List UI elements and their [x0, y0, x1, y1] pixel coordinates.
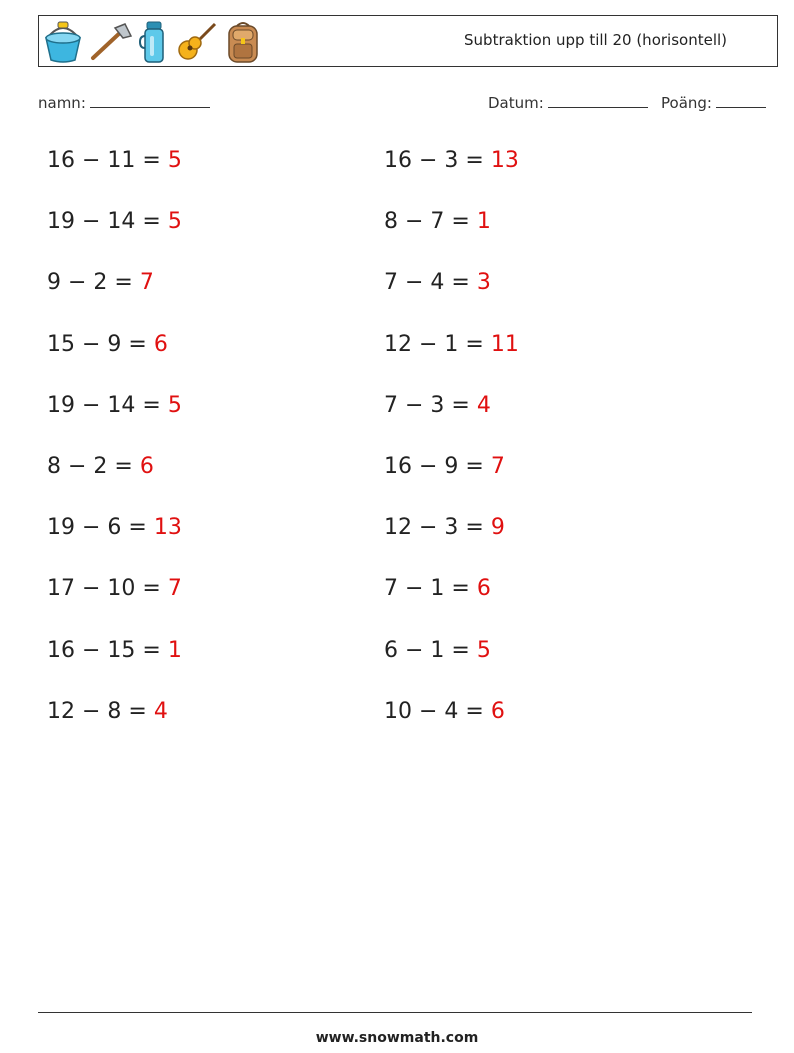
- problem-answer: 6: [476, 576, 491, 602]
- problem-answer: 7: [167, 576, 182, 602]
- problem-question: 16 − 11 =: [47, 148, 168, 173]
- problem-question: 19 − 6 =: [47, 515, 154, 541]
- problem-answer: 6: [490, 698, 505, 724]
- problem-question: 9 − 2 =: [47, 270, 140, 296]
- problem-left-5: [47, 393, 182, 418]
- problem-left-6: [47, 454, 154, 479]
- problem-right-7: [384, 515, 505, 540]
- problem-left-10: [47, 699, 168, 724]
- date-field: [488, 93, 648, 112]
- problem-answer: 5: [167, 209, 182, 235]
- thermos-icon: [139, 20, 169, 64]
- problem-answer: 5: [476, 637, 491, 663]
- guitar-icon: [175, 20, 219, 64]
- problem-question: 6 − 1 =: [384, 637, 477, 663]
- problem-question: 7 − 3 =: [384, 392, 477, 418]
- problem-left-7: [47, 515, 182, 540]
- problem-right-9: [384, 638, 491, 663]
- problem-question: 12 − 1 =: [384, 331, 491, 357]
- date-blank[interactable]: [548, 93, 648, 108]
- problem-right-3: [384, 270, 491, 295]
- score-field: [661, 93, 766, 112]
- problem-question: 8 − 2 =: [47, 454, 140, 479]
- problem-right-6: [384, 454, 505, 479]
- problem-question: 16 − 15 =: [47, 637, 168, 663]
- problem-question: 12 − 3 =: [384, 515, 491, 541]
- score-label: Poäng:: [661, 94, 712, 112]
- problem-answer: 3: [476, 270, 491, 296]
- problem-right-8: [384, 576, 491, 601]
- problem-right-10: [384, 699, 505, 724]
- problem-left-8: [47, 576, 182, 601]
- problem-answer: 9: [490, 515, 505, 541]
- problem-question: 19 − 14 =: [47, 209, 168, 235]
- problem-answer: 13: [490, 148, 519, 173]
- footer-url: www.snowmath.com: [315, 1030, 479, 1046]
- name-label: namn:: [38, 94, 86, 112]
- problem-question: 10 − 4 =: [384, 698, 491, 724]
- problem-left-9: [47, 638, 182, 663]
- problem-question: 8 − 7 =: [384, 209, 477, 235]
- worksheet-header: [38, 15, 778, 67]
- problem-question: 16 − 9 =: [384, 454, 491, 479]
- name-blank[interactable]: [90, 93, 210, 108]
- score-blank[interactable]: [716, 93, 766, 108]
- problem-answer: 6: [139, 454, 154, 479]
- problem-question: 12 − 8 =: [47, 698, 154, 724]
- backpack-icon: [225, 20, 261, 64]
- problem-question: 16 − 3 =: [384, 148, 491, 173]
- problem-left-3: [47, 270, 154, 295]
- problem-answer: 7: [139, 270, 154, 296]
- problem-left-2: [47, 209, 182, 234]
- header-icons: [43, 19, 261, 65]
- date-label: Datum:: [488, 94, 544, 112]
- problem-answer: 6: [153, 331, 168, 357]
- problem-answer: 13: [153, 515, 182, 541]
- problem-answer: 1: [476, 209, 491, 235]
- problem-right-5: [384, 393, 491, 418]
- problem-question: 15 − 9 =: [47, 331, 154, 357]
- problem-answer: 5: [167, 392, 182, 418]
- problem-answer: 1: [167, 637, 182, 663]
- worksheet-title: Subtraktion upp till 20 (horisontell): [464, 31, 727, 49]
- axe-icon: [89, 22, 133, 62]
- problem-answer: 4: [153, 698, 168, 724]
- problem-left-1: [47, 148, 182, 173]
- problem-right-4: [384, 332, 519, 357]
- problem-right-1: [384, 148, 519, 173]
- problem-question: 7 − 4 =: [384, 270, 477, 296]
- problem-answer: 11: [490, 331, 519, 357]
- problem-question: 7 − 1 =: [384, 576, 477, 602]
- problem-answer: 5: [167, 148, 182, 173]
- problem-question: 17 − 10 =: [47, 576, 168, 602]
- problem-right-2: [384, 209, 491, 234]
- problem-left-4: [47, 332, 168, 357]
- problem-answer: 7: [490, 454, 505, 479]
- name-field: [38, 93, 210, 112]
- problem-answer: 4: [476, 392, 491, 418]
- footer-divider: [38, 1012, 752, 1013]
- problem-question: 19 − 14 =: [47, 392, 168, 418]
- bucket-icon: [43, 20, 83, 64]
